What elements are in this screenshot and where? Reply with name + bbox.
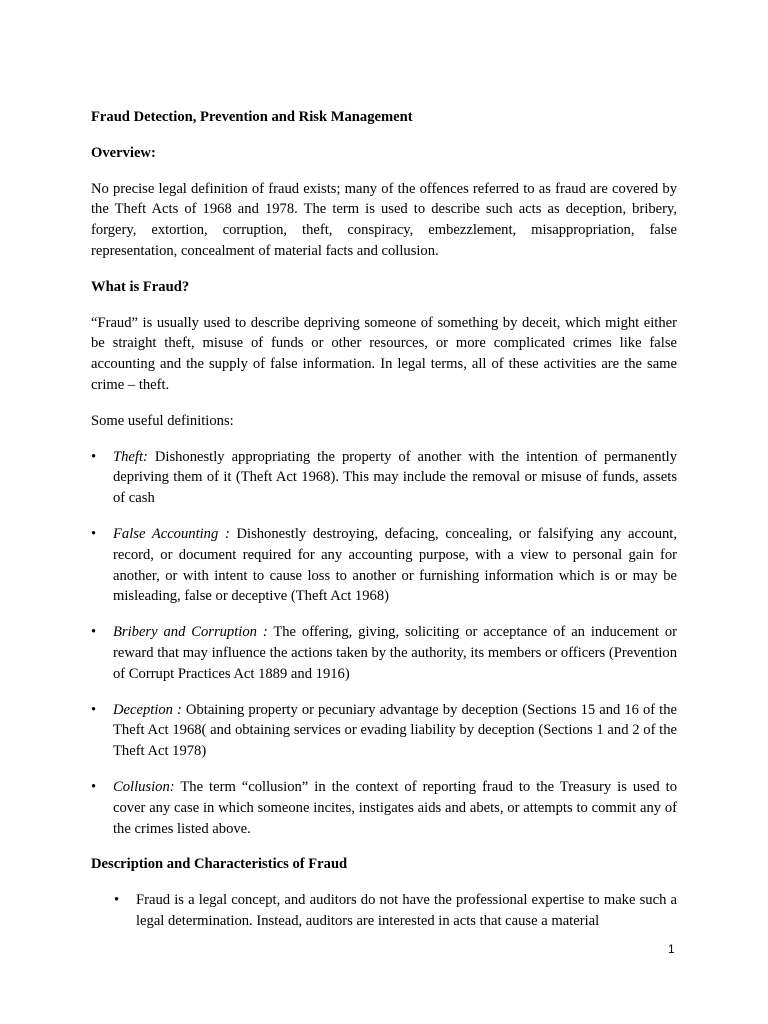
definition-term: Deception : — [113, 701, 182, 718]
definition-bribery-and-corruption — [91, 622, 677, 684]
bullet-icon: • — [114, 892, 120, 909]
definition-text: The offering, giving, soliciting or acceptance of an inducement or reward that may influence the actions taken by the authority, its members or officers (Prevention of Corrupt Practices Act 1889 and 1916) — [113, 624, 677, 682]
definition-term: Theft: — [113, 448, 148, 465]
characteristic-text: Fraud is a legal concept, and auditors do not have the professional expertise to make such a legal determination. Instead, auditors are interested in acts that cause a material — [136, 892, 677, 929]
overview-heading: Overview: — [91, 144, 156, 161]
bullet-icon: • — [91, 624, 97, 641]
definition-text: The term “collusion” in the context of reporting fraud to the Treasury is used to cover any case in which someone incites, instigates aids and abets, or attempts to commit any of the crimes listed above. — [113, 778, 677, 837]
definition-term: Bribery and Corruption : — [113, 624, 268, 641]
definition-term: Collusion: — [113, 778, 175, 795]
bullet-icon: • — [91, 778, 97, 795]
characteristics-heading: Description and Characteristics of Fraud — [91, 856, 348, 873]
overview-paragraph: No precise legal definition of fraud exists; many of the offences referred to as fraud are covered by the Theft Acts of 1968 and 1978. The term is used to describe such acts as deception, bribery, forgery, extortion, corruption, theft, conspiracy, embezzlement, misappropriation, false representation, concealment of material facts and collusion. — [91, 180, 677, 259]
characteristic-item — [91, 890, 677, 932]
what-is-fraud-heading: What is Fraud? — [91, 278, 190, 295]
bullet-icon: • — [91, 701, 97, 718]
definition-theft — [91, 447, 677, 509]
definition-text: Dishonestly appropriating the property of another with the intention of permanently depriving them of it (Theft Act 1968). This may include the removal or misuse of funds, assets of cash — [113, 448, 677, 507]
page-number: 1 — [668, 942, 675, 956]
characteristics-list — [91, 890, 677, 932]
definition-text: Obtaining property or pecuniary advantage by deception (Sections 15 and 16 of the Theft Act 1968( and obtaining services or evading liability by deception (Sections 1 and 2 of the Theft Act 1978) — [113, 701, 678, 760]
definition-false-accounting — [91, 524, 677, 607]
definition-text: Dishonestly destroying, defacing, concealing, or falsifying any account, record, or document required for any accounting purpose, with a view to personal gain for another, or with intent to cause loss to another or furnishing information which is or may be misleading, false or deceptive (Theft Act 1968) — [113, 525, 677, 605]
document-title: Fraud Detection, Prevention and Risk Management — [91, 109, 413, 125]
bullet-icon: • — [91, 525, 97, 542]
document-body — [91, 107, 677, 932]
what-is-fraud-paragraph: “Fraud” is usually used to describe depriving someone of something by deceit, which might either be straight theft, misuse of funds or other resources, or more complicated crimes like false accounting and the supply of false information. In legal terms, all of these activities are the same crime – theft. — [91, 314, 677, 393]
bullet-icon: • — [91, 448, 97, 465]
definition-term: False Accounting : — [113, 525, 230, 542]
definition-collusion — [91, 777, 677, 839]
definitions-intro: Some useful definitions: — [91, 412, 234, 429]
definitions-list — [91, 447, 677, 840]
definition-deception — [91, 700, 677, 762]
